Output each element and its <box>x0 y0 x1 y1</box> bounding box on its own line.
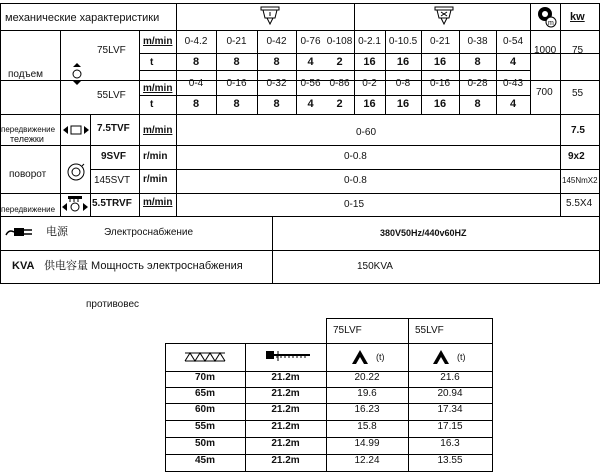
cw-v75-cell: 12.24 <box>354 455 380 466</box>
unit-t-55: t <box>150 99 154 110</box>
cw-jib-cell: 50m <box>194 438 215 449</box>
cw-jib-cell: 45m <box>194 455 215 466</box>
speed-55-cell: 0-56 <box>300 78 321 89</box>
cw-jib-cell: 65m <box>194 388 215 399</box>
cw-jib-cell: 55m <box>194 421 215 432</box>
cw-jib-cell: 60m <box>194 404 215 415</box>
cw-col-75: 75LVF <box>333 325 362 336</box>
speed-75-cell: 0-4.2 <box>184 36 208 47</box>
speed-75-cell: 0-21 <box>226 36 247 47</box>
kw-slew1: 9x2 <box>568 151 585 162</box>
cw-v55-cell: 20.94 <box>437 388 463 399</box>
load-75-cell: 4 <box>509 56 517 68</box>
cw-jib-cell: 70m <box>194 372 215 383</box>
cw-v75-cell: 15.8 <box>357 421 377 432</box>
speed-75-cell: 0-108 <box>326 36 353 47</box>
range-slew1: 0-0.8 <box>344 151 367 162</box>
counterjib-icon <box>266 351 310 363</box>
model-75lvf: 75LVF <box>97 45 126 56</box>
motor-icon <box>535 5 557 29</box>
load-75-cell: 16 <box>433 56 447 68</box>
load-55-cell: 8 <box>474 98 481 110</box>
speed-75-cell: 0-76 <box>300 36 321 47</box>
load-55-cell: 8 <box>233 98 240 110</box>
speed-75-cell: 0-10.5 <box>388 36 418 47</box>
load-75-cell: 16 <box>363 56 376 68</box>
speed-75-cell: 0-54 <box>502 36 523 47</box>
speed-55-cell: 0-43 <box>502 78 523 89</box>
load-75-cell: 8 <box>474 56 481 68</box>
speed-55-cell: 0-4 <box>188 78 204 89</box>
unit-speed-75: m/min <box>143 36 173 47</box>
speed-55-cell: 0-2 <box>362 78 377 89</box>
power-extra-75: 1000 <box>534 45 557 56</box>
cw-v75-cell: 14.99 <box>354 438 380 449</box>
slewing-icon <box>67 163 85 181</box>
travel-icon <box>62 196 88 214</box>
cw-cw-cell: 21.2m <box>271 388 300 399</box>
model-9svf: 9SVF <box>101 151 127 162</box>
speed-55-cell: 0-28 <box>467 78 488 89</box>
table-title: механические характеристики <box>5 12 160 24</box>
cw-v75-cell: 16.23 <box>354 404 380 415</box>
hook-fast-icon <box>433 6 455 28</box>
travel-label: передвижение <box>1 205 56 214</box>
speed-55-cell: 0-32 <box>266 78 287 89</box>
cw-cw-cell: 21.2m <box>271 455 300 466</box>
cw-cw-cell: 21.2m <box>271 421 300 432</box>
load-55-cell: 16 <box>433 98 447 110</box>
load-55-cell: 16 <box>363 98 376 110</box>
t-unit-75: (t) <box>376 352 385 362</box>
kw-travel: 5.5X4 <box>566 198 593 209</box>
speed-55-cell: 0-16 <box>429 78 450 89</box>
kw-55: 55 <box>572 88 584 99</box>
cw-v55-cell: 17.34 <box>437 404 463 415</box>
load-icon-75 <box>352 350 374 364</box>
speed-55-cell: 0-16 <box>226 78 247 89</box>
model-trolley: 7.5TVF <box>97 123 130 134</box>
unit-t-75: t <box>150 57 154 68</box>
svg-text:m: m <box>548 20 554 27</box>
range-slew2: 0-0.8 <box>344 175 367 186</box>
cw-v55-cell: 13.55 <box>437 455 463 466</box>
kw-header: kw <box>570 11 585 23</box>
speed-55-cell: 0-8 <box>395 78 411 89</box>
speed-75-cell: 0-2.1 <box>358 36 381 47</box>
cw-cw-cell: 21.2m <box>271 438 300 449</box>
slew-label: поворот <box>9 169 47 180</box>
cw-col-55: 55LVF <box>415 325 444 336</box>
cw-cw-cell: 21.2m <box>271 372 300 383</box>
range-trolley: 0-60 <box>356 127 377 138</box>
load-55-cell: 8 <box>192 98 200 110</box>
load-55-cell: 4 <box>307 98 314 110</box>
unit-trolley: m/min <box>143 125 173 136</box>
kw-slew2: 145NmX2 <box>562 176 598 185</box>
load-75-cell: 2 <box>336 56 343 68</box>
trolley-label-2: тележки <box>10 134 44 144</box>
load-55-cell: 4 <box>509 98 517 110</box>
trolley-label-1: передвижение <box>1 125 56 134</box>
load-75-cell: 8 <box>192 56 200 68</box>
plug-icon <box>6 225 38 239</box>
speed-75-cell: 0-38 <box>467 36 488 47</box>
cw-v55-cell: 17.15 <box>437 421 463 432</box>
load-75-cell: 8 <box>273 56 280 68</box>
load-75-cell: 8 <box>233 56 240 68</box>
lift-label: подъем <box>8 69 44 80</box>
supply-value: 380V50Hz/440v60HZ <box>380 228 467 238</box>
hoist-icon <box>70 63 84 85</box>
kva-prefix: KVA <box>12 260 35 272</box>
speed-75-cell: 0-21 <box>429 36 450 47</box>
hook-slow-icon <box>259 6 281 28</box>
cw-v55-cell: 21.6 <box>440 372 460 383</box>
t-unit-55: (t) <box>457 352 466 362</box>
load-icon-55 <box>433 350 455 364</box>
supply-label: 电源 <box>46 226 68 238</box>
load-75-cell: 16 <box>396 56 410 68</box>
unit-travel: m/min <box>143 197 173 208</box>
unit-slew1: r/min <box>143 151 168 162</box>
model-145svt: 145SVT <box>94 175 131 186</box>
kw-75: 75 <box>572 45 584 56</box>
range-travel: 0-15 <box>344 199 365 210</box>
kw-trolley: 7.5 <box>571 125 585 136</box>
kva-label: 供电容量 Мощность электроснабжения <box>44 260 243 272</box>
power-extra-55: 700 <box>536 87 553 98</box>
supply-label-ru: Электроснабжение <box>104 227 194 238</box>
kva-value: 150KVA <box>357 261 393 272</box>
counterweight-title: противовес <box>86 299 140 310</box>
unit-slew2: r/min <box>143 174 168 185</box>
cw-v75-cell: 19.6 <box>357 388 377 399</box>
load-55-cell: 8 <box>273 98 280 110</box>
unit-speed-55: m/min <box>143 83 173 94</box>
cw-v55-cell: 16.3 <box>440 438 460 449</box>
speed-55-cell: 0-86 <box>329 78 350 89</box>
trolley-icon <box>63 124 89 136</box>
model-travel: 5.5TRVF <box>92 198 132 209</box>
model-55lvf: 55LVF <box>97 90 126 101</box>
load-55-cell: 16 <box>396 98 410 110</box>
cw-v75-cell: 20.22 <box>354 372 380 383</box>
load-75-cell: 4 <box>307 56 314 68</box>
speed-75-cell: 0-42 <box>266 36 287 47</box>
cw-cw-cell: 21.2m <box>271 404 300 415</box>
load-55-cell: 2 <box>336 98 343 110</box>
jib-length-icon <box>185 351 225 363</box>
